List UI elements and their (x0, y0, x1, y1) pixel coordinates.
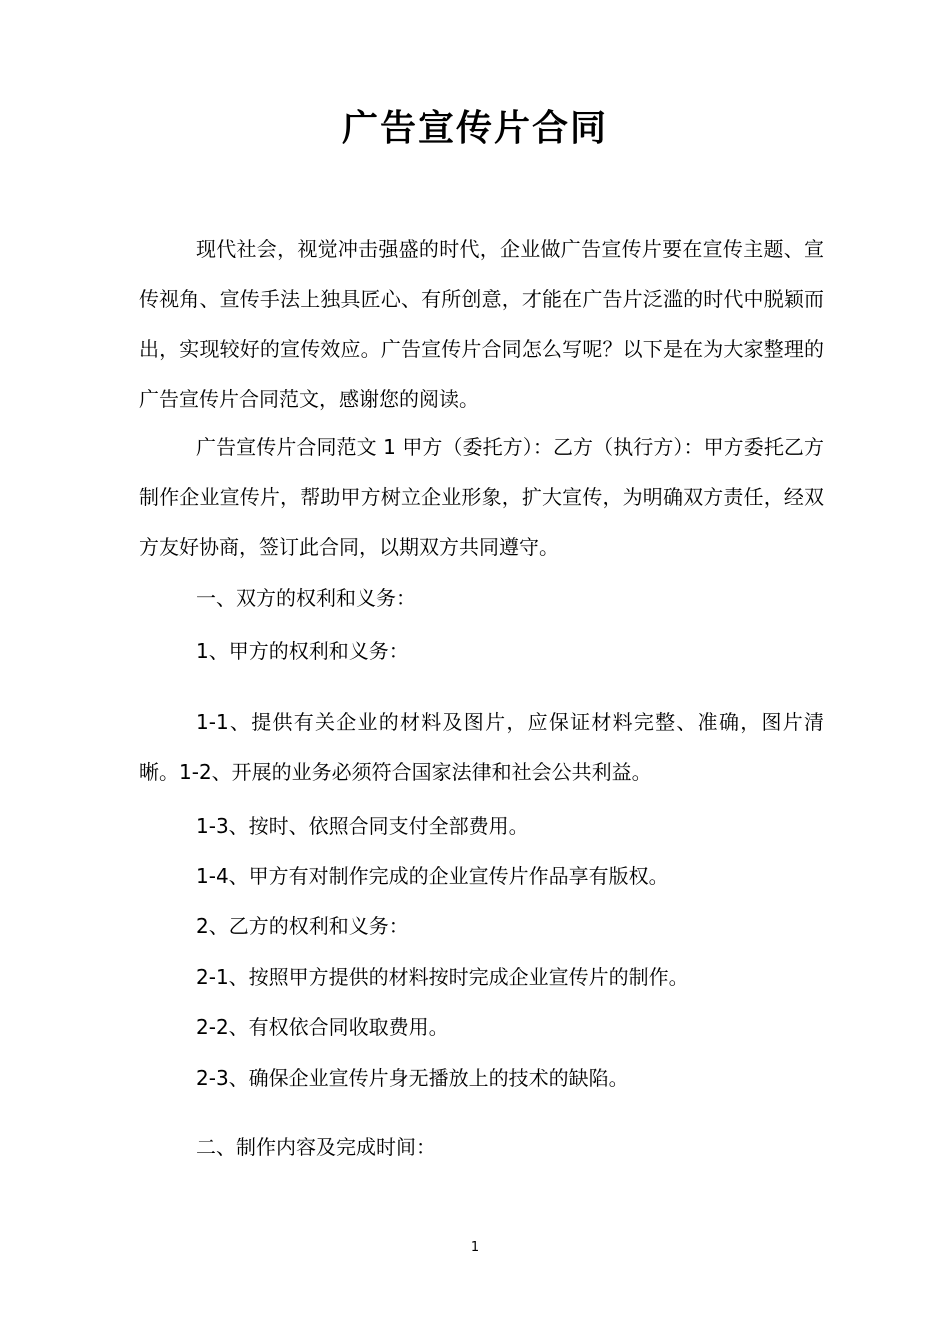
party-b-heading: 2、乙方的权利和义务： (196, 914, 409, 938)
section-two-heading: 二、制作内容及完成时间： (196, 1135, 436, 1159)
clause-2-1: 2-1、按照甲方提供的材料按时完成企业宣传片的制作。 (196, 965, 689, 989)
clause-1-4: 1-4、甲方有对制作完成的企业宣传片作品享有版权。 (196, 864, 669, 888)
clause-1-3: 1-3、按时、依照合同支付全部费用。 (196, 814, 529, 838)
clause-2-2: 2-2、有权依合同收取费用。 (196, 1015, 449, 1039)
intro-paragraph: 现代社会，视觉冲击强盛的时代，企业做广告宣传片要在宣传主题、宣传视角、宣传手法上独具匠心、有所创意，才能在广告片泛滥的时代中脱颖而出，实现较好的宣传效应。广告宣传片合同怎么写呢？以下是在为大家整理的广告宣传片合同范文，感谢您的阅读。 (139, 237, 824, 411)
document-title: 广告宣传片合同 (341, 108, 608, 149)
clause-1-1-and-1-2: 1-1、提供有关企业的材料及图片，应保证材料完整、准确，图片清晰。1-2、开展的业务必须符合国家法律和社会公共利益。 (139, 710, 824, 784)
sample-intro-paragraph: 广告宣传片合同范文 1 甲方（委托方）：乙方（执行方）：甲方委托乙方制作企业宣传片，帮助甲方树立企业形象，扩大宣传，为明确双方责任，经双方友好协商，签订此合同，以期双方共同遵守。 (139, 435, 824, 559)
section-one-heading: 一、双方的权利和义务： (196, 586, 416, 610)
page-number: 1 (470, 1240, 480, 1255)
clause-2-3: 2-3、确保企业宣传片身无播放上的技术的缺陷。 (196, 1066, 629, 1090)
party-a-heading: 1、甲方的权利和义务： (196, 639, 409, 663)
